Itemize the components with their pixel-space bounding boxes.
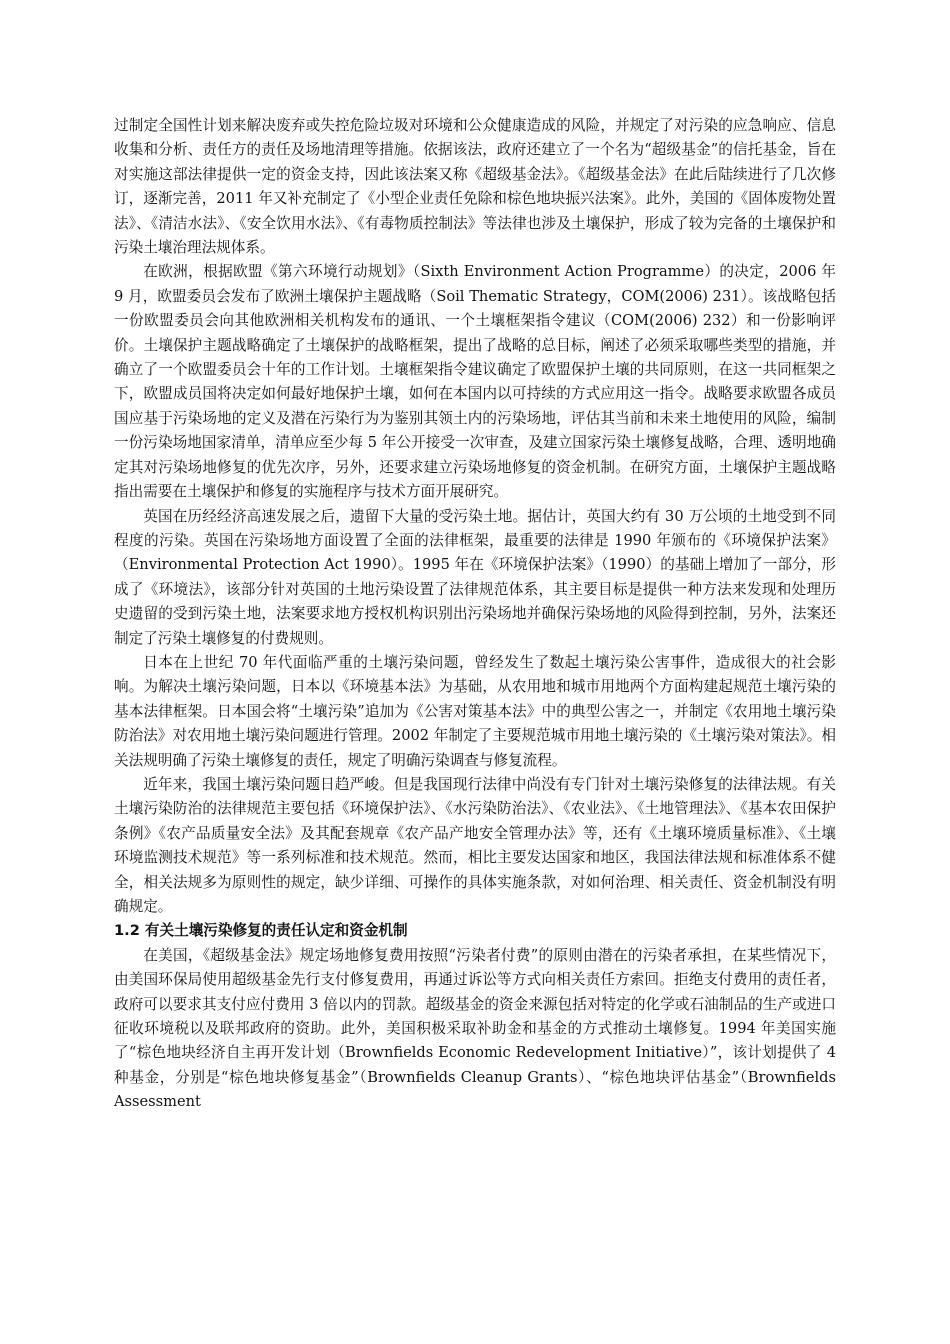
document-page (114, 114, 836, 1115)
paragraph-china: 近年来，我国土壤污染问题日趋严峻。但是我国现行法律中尚没有专门针对土壤污染修复的法律法规。有关土壤污染防治的法律规范主要包括《环境保护法》、《水污染防治法》、《农业法》、《土地管理法》、《基本农田保护条例》《农产品质量安全法》及其配套规章《农产品产地安全管理办法》等，还有《土壤环境质量标准》、《土壤环境监测技术规范》等一系列标准和技术规范。然而，相比主要发达国家和地区，我国法律法规和标准体系不健全，相关法规多为原则性的规定，缺少详细、可操作的具体实施条款，对如何治理、相关责任、资金机制没有明确规定。 (114, 775, 836, 915)
paragraph-europe: 在欧洲，根据欧盟《第六环境行动规划》（Sixth Environment Action Programme）的决定，2006 年 9 月，欧盟委员会发布了欧洲土壤保护主题战略（Soil Thematic Strategy，COM(2006) 231）。该战略包括一份欧盟委员会向其他欧洲相关机构发布的通讯、一个土壤框架指令建议（COM(2006) 232）和一份影响评价。土壤保护主题战略确定了土壤保护的战略框架，提出了战略的总目标，阐述了必须采取哪些类型的措施，并确立了一个欧盟委员会十年的工作计划。土壤框架指令建议确定了欧盟保护土壤的共同原则，在这一共同框架之下，欧盟成员国将决定如何最好地保护土壤，如何在本国内以可持续的方式应用这一指令。战略要求欧盟各成员国应基于污染场地的定义及潜在污染行为为鉴别其领土内的污染场地，评估其当前和未来土地使用的风险，编制一份污染场地国家清单，清单应至少每 5 年公开接受一次审查，及建立国家污染土壤修复战略，合理、透明地确定其对污染场地修复的优先次序，另外，还要求建立污染场地修复的资金机制。在研究方面，土壤保护主题战略指出需要在土壤保护和修复的实施程序与技术方面开展研究。 (114, 263, 836, 501)
paragraph-japan: 日本在上世纪 70 年代面临严重的土壤污染问题，曾经发生了数起土壤污染公害事件，造成很大的社会影响。为解决土壤污染问题，日本以《环境基本法》为基础，从农用地和城市用地两个方面构建起规范土壤污染的基本法律框架。日本国会将“土壤污染”追加为《公害对策基本法》中的典型公害之一，并制定《农用地土壤污染防治法》对农用地土壤污染问题进行管理。2002 年制定了主要规范城市用地土壤污染的《土壤污染对策法》。相关法规明确了污染土壤修复的责任，规定了明确污染调查与修复流程。 (114, 653, 836, 769)
paragraph-us-liability: 在美国，《超级基金法》规定场地修复费用按照“污染者付费”的原则由潜在的污染者承担，在某些情况下，由美国环保局使用超级基金先行支付修复费用，再通过诉讼等方式向相关责任方索回。拒绝支付费用的责任者，政府可以要求其支付应付费用 3 倍以内的罚款。超级基金的资金来源包括对特定的化学或石油制品的生产或进口征收环境税以及联邦政府的资助。此外，美国积极采取补助金和基金的方式推动土壤修复。1994 年美国实施了“棕色地块经济自主再开发计划（Brownfields Economic Redevelopment Initiative）”，该计划提供了 4 种基金，分别是“棕色地块修复基金”（Brownfields Cleanup Grants）、“棕色地块评估基金”（Brownfields Assessment (114, 946, 836, 1111)
paragraph-uk: 英国在历经经济高速发展之后，遗留下大量的受污染土地。据估计，英国大约有 30 万公顷的土地受到不同程度的污染。英国在污染场地方面设置了全面的法律框架，最重要的法律是 1990 年颁布的《环境保护法案》（Environmental Protection Act 1990）。1995 年在《环境保护法案》（1990）的基础上增加了一部分，形成了《环境法》，该部分针对英国的土地污染设置了法律规范体系，其主要目标是提供一种方法来发现和处理历史遗留的受到污染土地，法案要求地方授权机构识别出污染场地并确保污染场地的风险得到控制，另外，法案还制定了污染土壤修复的付费规则。 (114, 507, 836, 647)
paragraph-us-superfund-intro: 过制定全国性计划来解决废弃或失控危险垃圾对环境和公众健康造成的风险，并规定了对污染的应急响应、信息收集和分析、责任方的责任及场地清理等措施。依据该法，政府还建立了一个名为“超级基金”的信托基金，旨在对实施这部法律提供一定的资金支持，因此该法案又称《超级基金法》。《超级基金法》在此后陆续进行了几次修订，逐渐完善，2011 年又补充制定了《小型企业责任免除和棕色地块振兴法案》。此外，美国的《固体废物处置法》、《清洁水法》、《安全饮用水法》、《有毒物质控制法》等法律也涉及土壤保护，形成了较为完备的土壤保护和污染土壤治理法规体系。 (114, 117, 836, 257)
section-heading: 1.2 有关土壤污染修复的责任认定和资金机制 (114, 922, 408, 940)
